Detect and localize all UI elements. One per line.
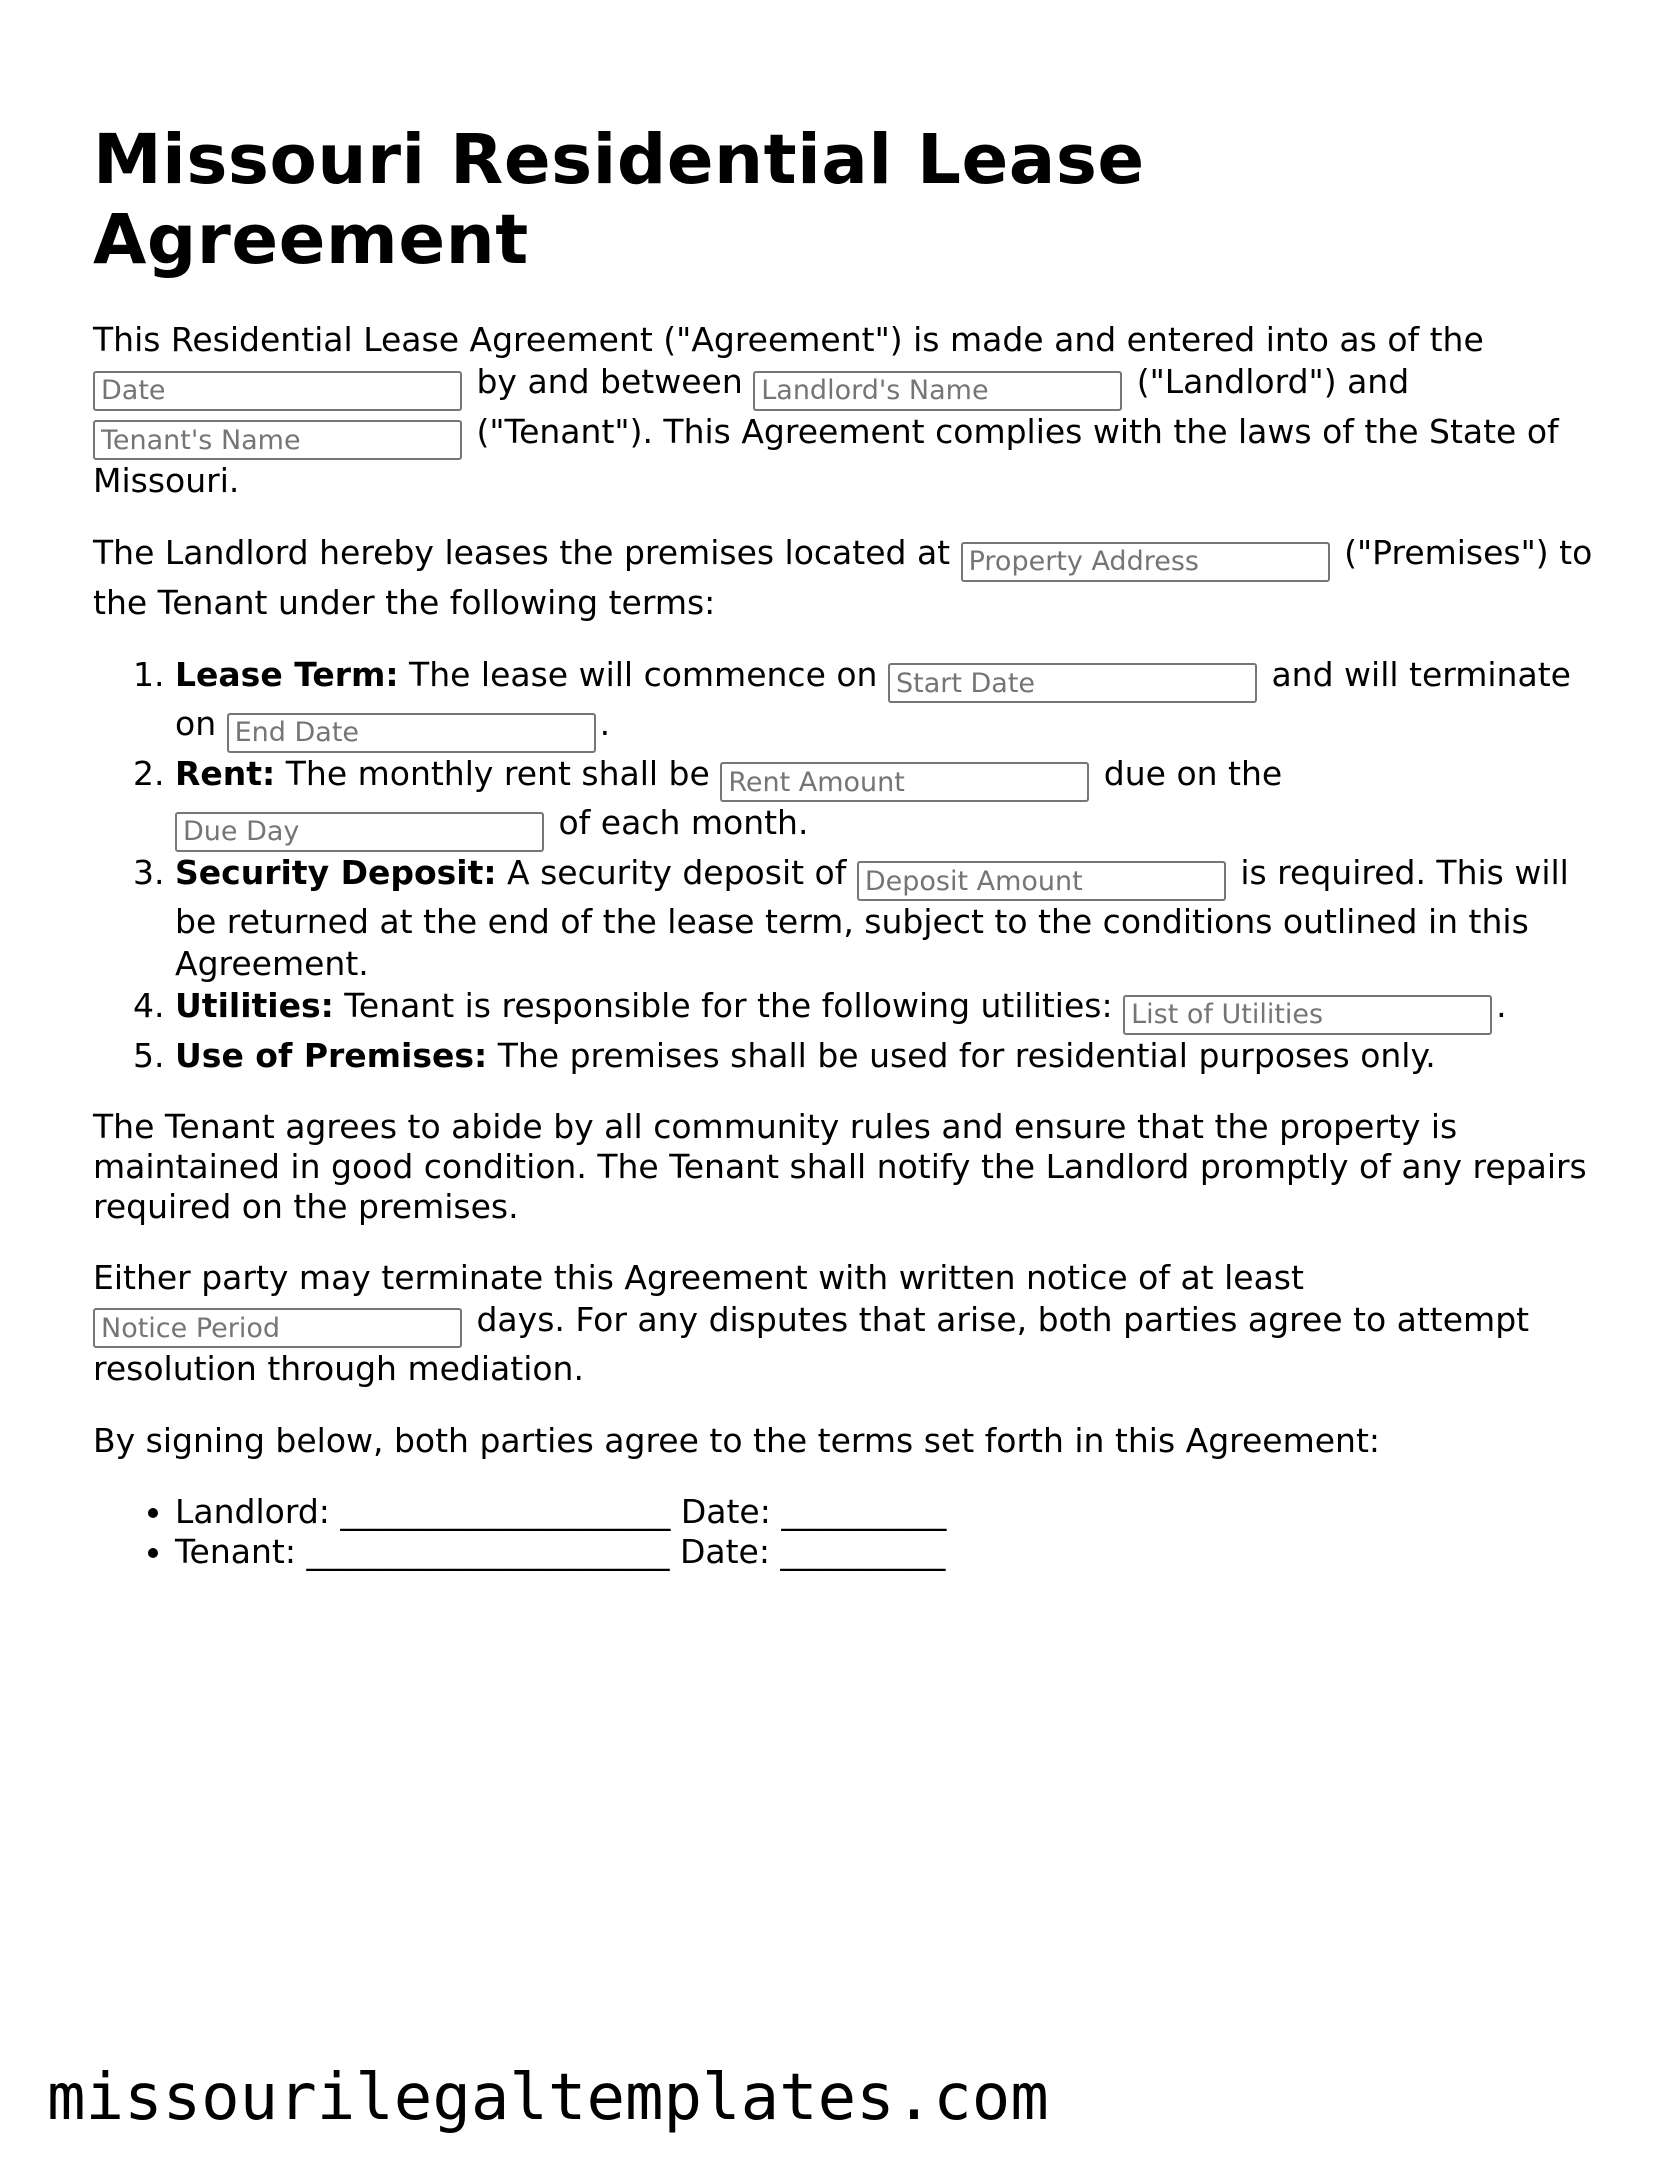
term-text: A security deposit of (496, 852, 857, 892)
signing-intro: By signing below, both parties agree to the terms set forth in this Agreement: (93, 1421, 1381, 1460)
terms-list (93, 654, 1593, 1077)
term-label: Security Deposit: (175, 852, 497, 892)
page-title: Missouri Residential Lease Agreement (93, 120, 1145, 280)
term-rent (175, 753, 1593, 852)
termination-paragraph (93, 1257, 1593, 1391)
term-label: Use of Premises: (175, 1035, 488, 1075)
term-text: and will terminate on (175, 654, 1571, 743)
landlord-signature-line: • Landlord: ____________________ Date: __________ (175, 1492, 1593, 1532)
term-use-of-premises (175, 1035, 1593, 1077)
intro-text-4: ("Tenant"). This Agreement complies with the laws of the State of Missouri. (93, 411, 1559, 500)
term-text: The lease will commence on (398, 654, 888, 694)
premises-text-1: The Landlord hereby leases the premises located at (93, 533, 961, 572)
term-text: due on the (1093, 753, 1283, 793)
landlord-name-field[interactable] (753, 371, 1122, 411)
term-lease-term (175, 654, 1593, 753)
rent-amount-field[interactable] (720, 762, 1089, 802)
term-utilities (175, 985, 1593, 1035)
site-watermark: missourilegaltemplates.com (47, 2061, 1049, 2135)
intro-paragraph (93, 319, 1593, 502)
term-text: Tenant is responsible for the following utilities: (333, 986, 1124, 1025)
deposit-amount-field[interactable] (857, 861, 1226, 901)
lease-document (93, 0, 1593, 1572)
term-text: The monthly rent shall be (275, 753, 721, 793)
intro-text-3: ("Landlord") and (1126, 362, 1410, 401)
term-text: of each month. (548, 803, 809, 842)
utilities-field[interactable] (1123, 995, 1492, 1035)
term-label: Lease Term: (175, 654, 399, 694)
due-day-field[interactable] (175, 812, 544, 852)
term-text: . (599, 704, 611, 743)
notice-period-field[interactable] (93, 1308, 462, 1348)
term-text: The premises shall be used for residential purposes only. (487, 1035, 1436, 1075)
termination-text-2: days. For any disputes that arise, both parties agree to attempt resolution through mediation. (93, 1299, 1530, 1388)
intro-text-2: by and between (466, 362, 754, 401)
term-label: Utilities: (175, 986, 334, 1025)
term-text: . (1496, 986, 1507, 1025)
premises-paragraph (93, 532, 1593, 624)
property-address-field[interactable] (961, 542, 1330, 582)
tenant-agrees-paragraph: The Tenant agrees to abide by all community rules and ensure that the property is maintained in good condition. The Tenant shall notify the Landlord promptly of any repairs required on the premises. (93, 1106, 1587, 1226)
termination-text-1: Either party may terminate this Agreement with written notice of at least (93, 1257, 1304, 1297)
date-field[interactable] (93, 371, 462, 411)
term-text: is required. This will be returned at the end of the lease term, subject to the conditions outlined in this Agreement. (175, 852, 1569, 983)
term-label: Rent: (175, 753, 276, 793)
start-date-field[interactable] (888, 663, 1257, 703)
term-security-deposit (175, 852, 1593, 986)
intro-text-1: This Residential Lease Agreement ("Agreement") is made and entered into as of the (93, 320, 1484, 359)
premises-text-2: ("Premises") to the Tenant under the following terms: (93, 533, 1593, 622)
tenant-name-field[interactable] (93, 420, 462, 460)
end-date-field[interactable] (227, 713, 596, 753)
tenant-signature-line: • Tenant: ______________________ Date: __________ (175, 1532, 1593, 1572)
signature-list (93, 1492, 1593, 1572)
